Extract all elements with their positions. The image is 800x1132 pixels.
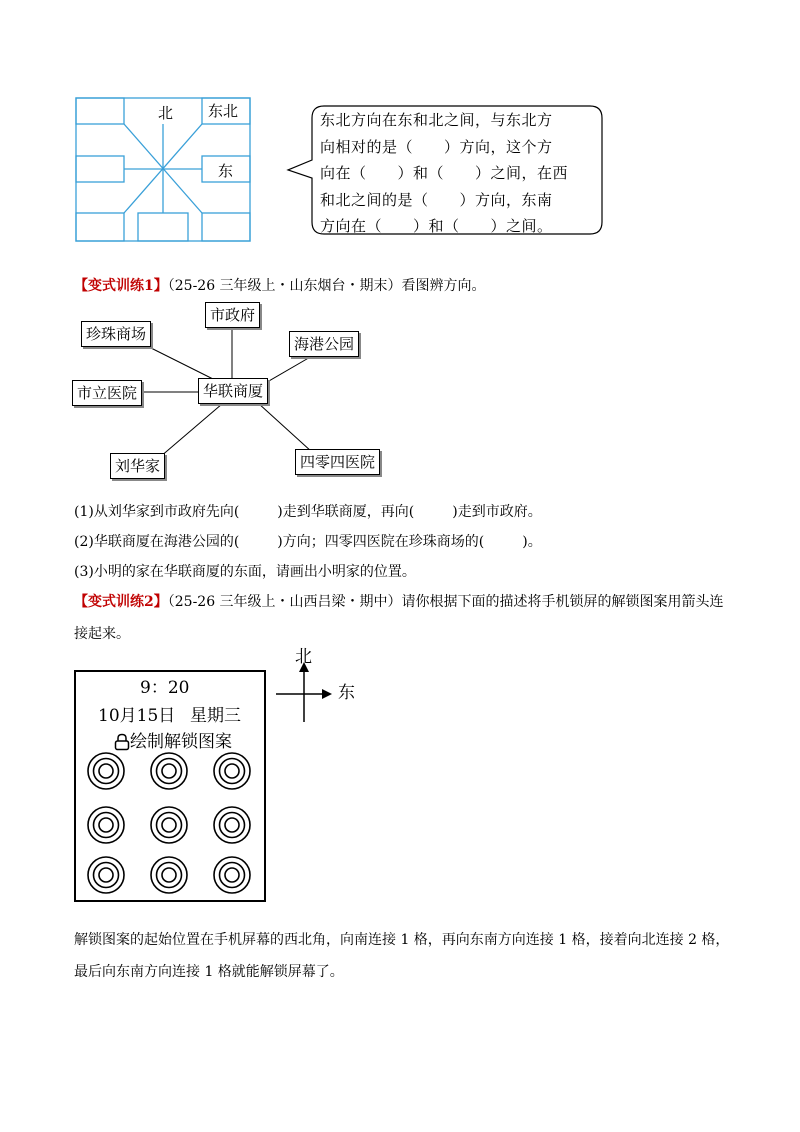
pattern-dot [88, 807, 124, 843]
phone-time: 9：20 [140, 678, 190, 698]
question-1: (1)从刘华家到市政府先向( )走到华联商厦，再向( )走到市政府。 [74, 504, 542, 520]
pattern-dot [151, 857, 187, 893]
callout-line: 方向在（ ）和（ ）之间。 [320, 217, 553, 235]
callout-line: 向在（ ）和（ ）之间，在西 [320, 164, 569, 182]
place-northwest: 珍珠商场 [81, 321, 151, 347]
exercise2-desc-line2: 最后向东南方向连接 1 格就能解锁屏幕了。 [74, 964, 344, 980]
label-north: 北 [158, 104, 174, 122]
phone-date: 10月15日 [98, 706, 176, 726]
pattern-dot [88, 857, 124, 893]
exercise1-source: （25-26 三年级上・山东烟台・期末）看图辨方向。 [167, 278, 486, 294]
place-southwest: 刘华家 [110, 453, 165, 479]
place-west: 市立医院 [72, 380, 142, 406]
pattern-dot [214, 807, 250, 843]
phone-prompt: 绘制解锁图案 [130, 732, 232, 752]
pattern-dot [88, 753, 124, 789]
callout-line: 向相对的是（ ）方向，这个方 [320, 137, 553, 156]
pattern-dot [214, 857, 250, 893]
exercise2-tag: 【变式训练2】 [74, 594, 168, 610]
callout-line: 东北方向在东和北之间，与东北方 [320, 111, 553, 129]
unlock-pattern-grid [74, 740, 266, 900]
question-2: (2)华联商厦在海港公园的( )方向；四零四医院在珍珠商场的( )。 [74, 534, 542, 550]
phone-weekday: 星期三 [190, 706, 241, 726]
question-3: (3)小明的家在华联商厦的东面，请画出小明家的位置。 [74, 564, 416, 580]
place-north: 市政府 [205, 302, 260, 328]
compass-east-label: 东 [338, 683, 355, 703]
exercise1-tag: 【变式训练1】 [74, 278, 168, 294]
callout-line: 和北之间的是（ ）方向，东南 [320, 190, 553, 209]
place-northeast: 海港公园 [289, 331, 359, 357]
exercise2-source: （25-26 三年级上・山西吕梁・期中）请你根据下面的描述将手机锁屏的解锁图案用箭头连 [167, 594, 724, 610]
compass-arrows [268, 660, 338, 730]
place-center: 华联商厦 [198, 378, 268, 404]
label-east: 东 [218, 162, 234, 180]
pattern-dot [214, 753, 250, 789]
place-southeast: 四零四医院 [295, 449, 380, 475]
pattern-dot [151, 807, 187, 843]
exercise1-map-lines [0, 0, 800, 500]
compass-north-label: 北 [295, 647, 312, 667]
pattern-dot [151, 753, 187, 789]
exercise2-source-cont: 接起来。 [74, 626, 130, 642]
exercise2-desc-line1: 解锁图案的起始位置在手机屏幕的西北角，向南连接 1 格，再向东南方向连接 1 格，接着向北连接 2 格， [74, 932, 730, 948]
label-northeast: 东北 [208, 102, 239, 120]
exercise2-heading [74, 592, 724, 612]
